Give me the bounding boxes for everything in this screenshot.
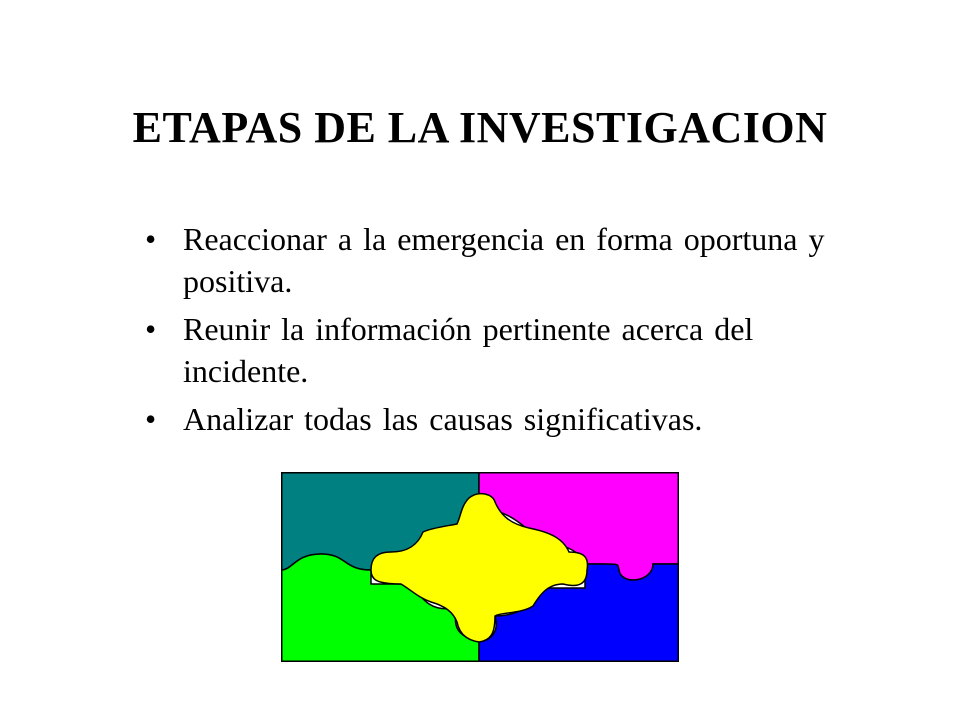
bullet-text: Analizar todas las causas significativas. — [183, 401, 703, 437]
bullet-text: Reunir la información pertinente acerca del incidente. — [183, 311, 754, 389]
bullet-icon: • — [145, 311, 157, 347]
bullet-text: Reaccionar a la emergencia en forma oportuna y positiva. — [183, 221, 825, 299]
bullet-item-analyze — [145, 398, 855, 440]
bullet-icon: • — [145, 221, 157, 257]
puzzle-pieces-icon — [281, 472, 679, 662]
slide-title: ETAPAS DE LA INVESTIGACION — [132, 103, 828, 152]
bullet-item-react — [145, 218, 855, 302]
bullet-list — [145, 218, 855, 446]
bullet-icon: • — [145, 401, 157, 437]
bullet-item-gather — [145, 308, 855, 392]
